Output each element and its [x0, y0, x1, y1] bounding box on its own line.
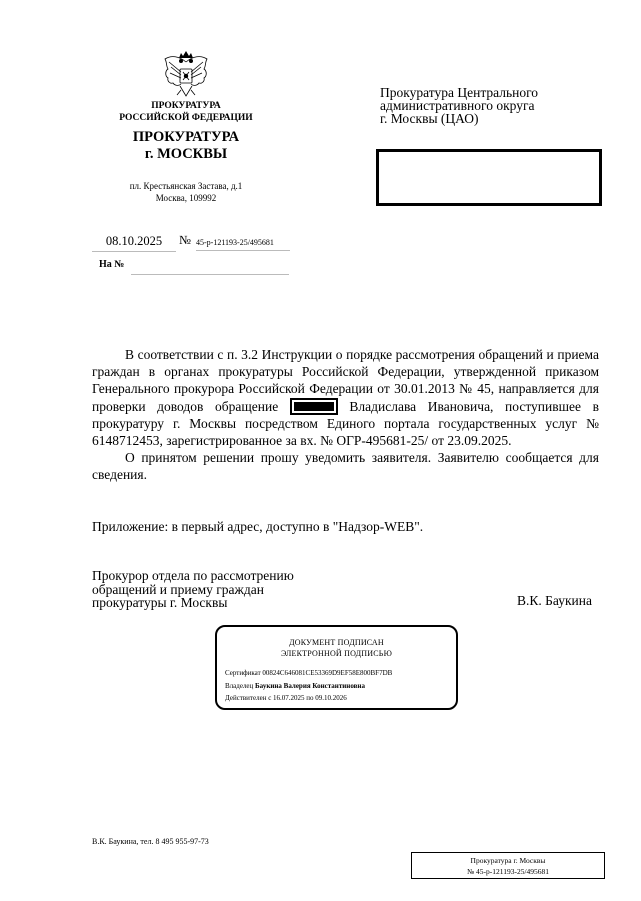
org-small-line1: ПРОКУРАТУРА	[151, 101, 221, 111]
recipient-block	[380, 86, 610, 125]
registration-box	[411, 852, 605, 879]
position-line2: обращений и приему граждан	[92, 581, 264, 597]
org-small-line2: РОССИЙСКОЙ ФЕДЕРАЦИИ	[119, 113, 253, 123]
stamp-validity: Действителен с 16.07.2025 по 09.10.2026	[225, 694, 347, 702]
stamp-title-line2: ЭЛЕКТРОННОЙ ПОДПИСЬЮ	[280, 649, 393, 658]
org-big-line2: г. МОСКВЫ	[144, 146, 228, 162]
certificate-value: 00824C646081CE53369D9EF58E800BF7DB	[262, 669, 393, 677]
position-line1: Прокурор отдела по рассмотрению	[92, 568, 294, 583]
stamp-title	[217, 637, 456, 659]
attachment-note: Приложение: в первый адрес, доступно в "Надзор-WEB".	[92, 519, 424, 534]
reply-to-label: На №	[99, 259, 125, 270]
recipient-line1: Прокуратура Центрального	[380, 85, 539, 100]
address-line1: пл. Крестьянская Застава, д.1	[129, 181, 243, 191]
org-big-line1: ПРОКУРАТУРА	[132, 129, 240, 145]
paragraph-1-text-b: Владислава Ивановича, поступившее в прокуратуру г. Москвы посредством Единого портала государственных услуг № 6148712453, зарегистрированное за вх. № ОГР-495681-25/ от 23.09.2025.	[92, 398, 599, 449]
stamp-certificate	[225, 669, 392, 677]
reply-to-line	[131, 274, 289, 275]
number-sign: №	[179, 233, 191, 247]
document-date: 08.10.2025	[92, 234, 176, 252]
recipient-line2: административного округа	[380, 98, 535, 113]
sender-address	[100, 180, 272, 204]
footer-contact: В.К. Баукина, тел. 8 495 955-97-73	[92, 837, 209, 846]
org-name-federal	[100, 100, 272, 124]
redacted-surname	[290, 398, 338, 415]
owner-label: Владелец	[225, 682, 254, 690]
org-name-moscow	[100, 129, 272, 163]
position-line3: прокуратуры г. Москвы	[92, 595, 228, 610]
reg-line1: Прокуратура г. Москвы	[470, 856, 546, 865]
paragraph-2: О принятом решении прошу уведомить заявителя. Заявителю сообщается для сведения.	[92, 450, 599, 483]
recipient-line3: г. Москвы (ЦАО)	[380, 111, 479, 126]
stamp-title-line1: ДОКУМЕНТ ПОДПИСАН	[289, 638, 384, 647]
paragraph-1	[92, 346, 599, 449]
stamp-owner	[225, 682, 365, 690]
e-signature-stamp	[215, 625, 458, 710]
paragraph-1-text-a: В соответствии с п. 3.2 Инструкции о порядке рассмотрения обращений и приема граждан в органах прокуратуры Российской Федерации, утвержденной приказом Генерального прокурора Российской Федерации от 30.01.2013 № 45, направляется для проверки доводов обращение	[92, 347, 599, 414]
redacted-recipient-box	[376, 149, 602, 206]
owner-value: Баукина Валерия Константиновна	[255, 682, 365, 690]
certificate-label: Сертификат	[225, 669, 261, 677]
address-line2: Москва, 109992	[155, 193, 217, 203]
letter-body	[92, 346, 599, 484]
signer-position	[92, 569, 352, 610]
reg-line2: № 45-р-121193-25/495681	[466, 866, 550, 876]
signer-name: В.К. Баукина	[517, 593, 592, 608]
document-number: 45-р-121193-25/495681	[196, 238, 290, 251]
emblem-icon	[159, 50, 213, 98]
